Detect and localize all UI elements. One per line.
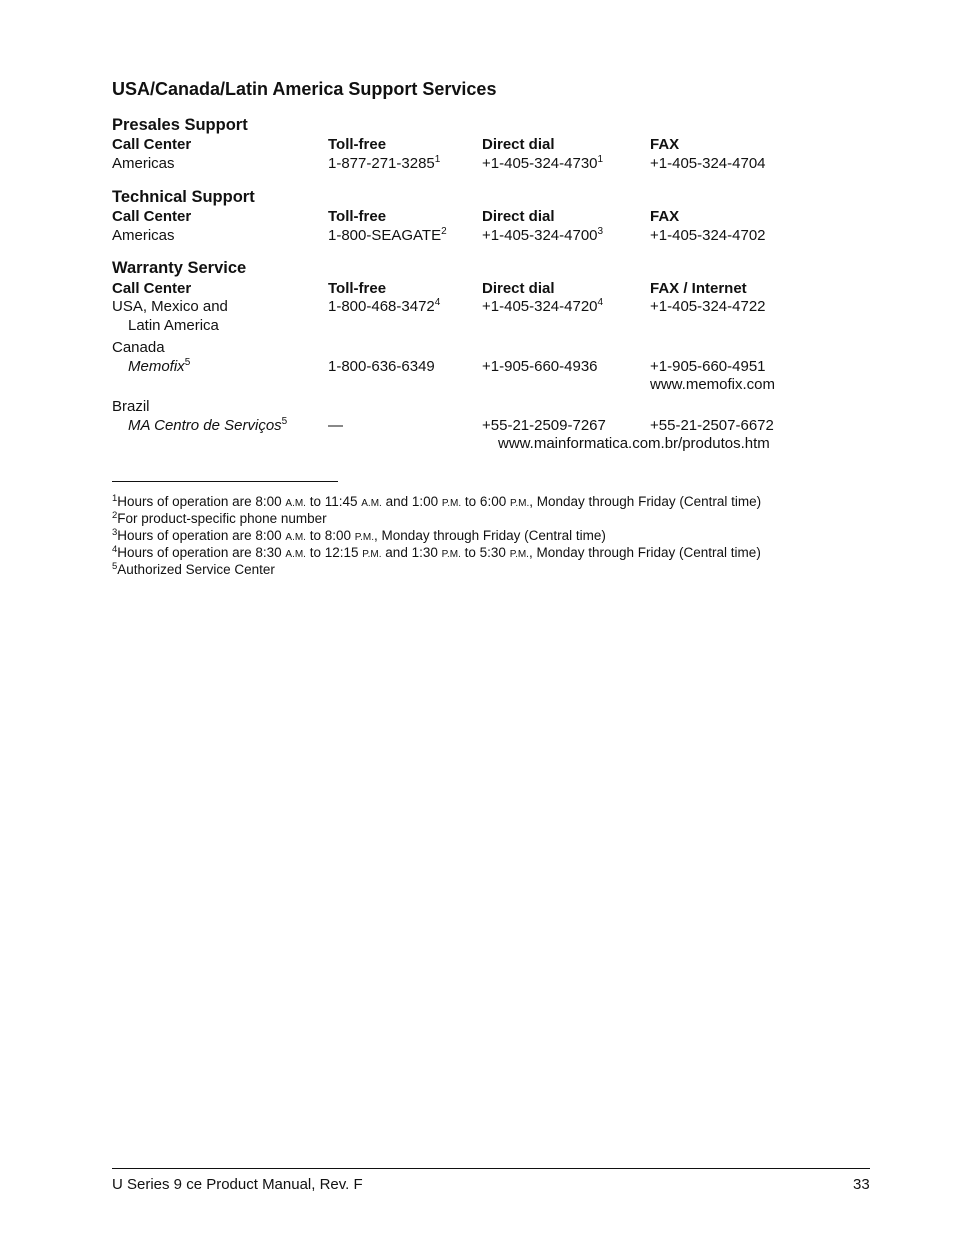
presales-heading: Presales Support — [112, 116, 248, 134]
brazil-toll-free: — — [328, 417, 343, 434]
warranty-usa-fax: +1-405-324-4722 — [650, 298, 766, 315]
warranty-usa-toll-free[interactable]: 1-800-468-3472$^4$ — [328, 297, 441, 315]
col-header-direct-dial: Direct dial — [482, 136, 555, 153]
technical-toll-free[interactable]: 1-800-SEAGATE$^2$ — [328, 226, 447, 244]
footnote-3: $^3$Hours of operation are 8:00 A.M. to 8:00 P.M., Monday through Friday (Central time) — [112, 527, 606, 543]
col-header-direct-dial: Direct dial — [482, 208, 555, 225]
presales-fax: +1-405-324-4704 — [650, 155, 766, 172]
footnote-divider — [112, 481, 338, 482]
brazil-direct-dial[interactable]: +55-21-2509-7267 — [482, 417, 606, 434]
col-header-direct-dial: Direct dial — [482, 280, 555, 297]
canada-toll-free[interactable]: 1-800-636-6349 — [328, 358, 435, 375]
col-header-toll-free: Toll-free — [328, 136, 387, 153]
footnote-1: $^1$Hours of operation are 8:00 A.M. to 11:45 A.M. and 1:00 P.M. to 6:00 P.M., Monday through Friday (Central time) — [112, 493, 762, 509]
col-header-fax: FAX — [650, 208, 680, 225]
warranty-usa-region-cont: Latin America — [128, 317, 219, 334]
brazil-fax: +55-21-2507-6672 — [650, 417, 774, 434]
canada-fax: +1-905-660-4951 — [650, 358, 766, 375]
col-header-call-center: Call Center — [112, 208, 192, 225]
warranty-usa-region: USA, Mexico and — [112, 298, 228, 315]
warranty-usa-direct-dial[interactable]: $+1-405-324-4720^4$ — [482, 297, 604, 315]
footer-manual-title: U Series 9 ce Product Manual, Rev. F — [112, 1176, 363, 1193]
footnote-2: $^2$For product-specific phone number — [112, 510, 327, 526]
canada-provider: Memofix$^5$ — [128, 357, 191, 375]
technical-direct-dial[interactable]: $+1-405-324-4700^3$ — [482, 226, 604, 244]
presales-region: Americas — [112, 155, 175, 172]
col-header-toll-free: Toll-free — [328, 208, 387, 225]
canada-website-link[interactable]: www.memofix.com — [650, 376, 776, 393]
brazil-website-link[interactable]: www.mainformatica.com.br/produtos.htm — [498, 435, 770, 452]
col-header-fax: FAX — [650, 136, 680, 153]
brazil-label: Brazil — [112, 398, 150, 415]
canada-label: Canada — [112, 339, 165, 356]
footer-rule — [112, 1168, 870, 1169]
footnote-5: $^5$Authorized Service Center — [112, 561, 275, 577]
brazil-provider: MA Centro de Serviços$^5$ — [128, 416, 288, 434]
canada-direct-dial[interactable]: +1-905-660-4936 — [482, 358, 598, 375]
page-title: USA/Canada/Latin America Support Services — [112, 79, 497, 99]
col-header-call-center: Call Center — [112, 280, 192, 297]
presales-direct-dial[interactable]: $+1-405-324-4730^1$ — [482, 154, 604, 172]
col-header-toll-free: Toll-free — [328, 280, 387, 297]
technical-fax: +1-405-324-4702 — [650, 227, 766, 244]
page-number: 33 — [853, 1176, 870, 1193]
technical-region: Americas — [112, 227, 175, 244]
footnote-4: $^4$Hours of operation are 8:30 A.M. to 12:15 P.M. and 1:30 P.M. to 5:30 P.M., Monday through Friday (Central time) — [112, 544, 761, 560]
technical-heading: Technical Support — [112, 188, 255, 206]
col-header-call-center: Call Center — [112, 136, 192, 153]
col-header-fax-internet: FAX / Internet — [650, 280, 747, 297]
presales-toll-free[interactable]: 1-877-271-3285$^1$ — [328, 154, 441, 172]
warranty-heading: Warranty Service — [112, 259, 247, 277]
